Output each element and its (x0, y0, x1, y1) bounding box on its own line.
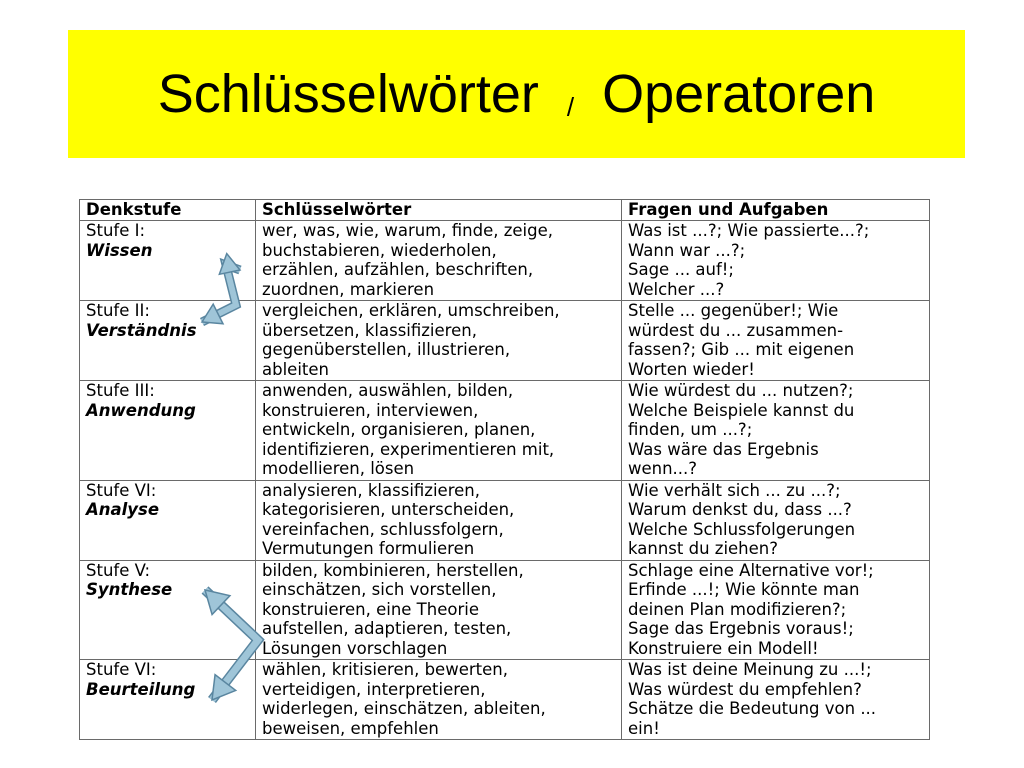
page-title (158, 63, 876, 125)
cell-questions-line: Sage das Ergebnis voraus!; (628, 619, 854, 638)
cell-keywords (256, 660, 622, 740)
table-header-row (80, 200, 930, 221)
cell-keywords-line: modellieren, lösen (262, 459, 415, 478)
cell-questions-line: Warum denkst du, dass ...? (628, 500, 852, 519)
level-name: Anwendung (86, 400, 196, 420)
level-name: Wissen (86, 240, 153, 260)
cell-questions-line: Wie verhält sich ... zu ...?; (628, 480, 841, 500)
cell-questions (622, 221, 930, 301)
cell-keywords-line: Lösungen vorschlagen (262, 638, 448, 658)
cell-keywords-line: widerlegen, einschätzen, ableiten, (262, 699, 546, 718)
title-separator: / (566, 92, 575, 122)
cell-questions-line: Erfinde ...!; Wie könnte man (628, 580, 860, 599)
cell-questions-line: Sage ... auf!; (628, 260, 734, 279)
cell-keywords-line: aufstellen, adaptieren, testen, (262, 619, 512, 638)
cell-keywords-line: zuordnen, markieren (262, 279, 435, 299)
title-keywords: Schlüsselwörter (157, 64, 539, 124)
cell-keywords (256, 381, 622, 481)
cell-questions-line: deinen Plan modifizieren?; (628, 599, 847, 619)
cell-keywords (256, 221, 622, 301)
cell-keywords-line: kategorisieren, unterscheiden, (262, 500, 515, 519)
level-label: Stufe VI: (86, 480, 157, 500)
title-operators: Operatoren (602, 64, 876, 124)
cell-keywords-line: analysieren, klassifizieren, (262, 480, 480, 500)
cell-questions (622, 660, 930, 740)
table-row (80, 301, 930, 381)
level-name: Verständnis (86, 320, 197, 340)
cell-questions-line: Was würdest du empfehlen? (628, 679, 862, 699)
cell-questions (622, 301, 930, 381)
cell-questions-line: Schätze die Bedeutung von ... (628, 699, 877, 718)
level-name: Synthese (86, 580, 173, 599)
cell-denkstufe (80, 301, 256, 381)
cell-questions-line: Welche Schlussfolgerungen (628, 519, 856, 539)
cell-questions-line: Konstruiere ein Modell! (628, 638, 819, 658)
title-banner (68, 30, 965, 158)
table-row (80, 221, 930, 301)
cell-keywords (256, 301, 622, 381)
cell-keywords-line: ableiten (262, 359, 329, 379)
cell-keywords-line: anwenden, auswählen, bilden, (262, 381, 514, 400)
cell-keywords-line: übersetzen, klassifizieren, (262, 320, 477, 340)
cell-keywords-line: vergleichen, erklären, umschreiben, (262, 301, 560, 320)
cell-questions-line: Welche Beispiele kannst du (628, 400, 855, 420)
table-row (80, 381, 930, 481)
cell-keywords-line: erzählen, aufzählen, beschriften, (262, 260, 534, 279)
header-fragen: Fragen und Aufgaben (622, 200, 930, 221)
cell-questions-line: Was ist deine Meinung zu ...!; (628, 660, 872, 679)
cell-questions-line: wenn...? (628, 459, 698, 478)
cell-keywords-line: wer, was, wie, warum, finde, zeige, (262, 221, 553, 240)
cell-questions-line: Stelle ... gegenüber!; Wie (628, 301, 839, 320)
cell-keywords-line: buchstabieren, wiederholen, (262, 240, 497, 260)
cell-keywords (256, 480, 622, 560)
cell-keywords-line: identifizieren, experimentieren mit, (262, 439, 555, 459)
cell-denkstufe (80, 660, 256, 740)
level-name: Analyse (86, 500, 160, 519)
level-label: Stufe I: (86, 221, 146, 240)
cell-questions-line: finden, um ...?; (628, 420, 753, 439)
table-row (80, 560, 930, 660)
cell-keywords-line: wählen, kritisieren, bewerten, (262, 660, 508, 679)
level-name: Beurteilung (86, 679, 196, 699)
cell-keywords-line: entwickeln, organisieren, planen, (262, 420, 536, 439)
cell-questions-line: Wie würdest du ... nutzen?; (628, 381, 854, 400)
cell-questions-line: Welcher ...? (628, 279, 725, 299)
cell-denkstufe (80, 221, 256, 301)
taxonomy-table (79, 199, 930, 740)
cell-keywords-line: konstruieren, interviewen, (262, 400, 479, 420)
header-schluesselwoerter: Schlüsselwörter (256, 200, 622, 221)
cell-questions-line: würdest du ... zusammen- (628, 320, 844, 340)
cell-keywords-line: konstruieren, eine Theorie (262, 599, 479, 619)
level-label: Stufe VI: (86, 660, 157, 679)
cell-questions-line: ein! (628, 718, 660, 738)
table-row (80, 660, 930, 740)
cell-keywords (256, 560, 622, 660)
cell-questions-line: kannst du ziehen? (628, 539, 778, 558)
cell-keywords-line: Vermutungen formulieren (262, 539, 475, 558)
level-label: Stufe V: (86, 560, 151, 580)
cell-questions-line: fassen?; Gib ... mit eigenen (628, 340, 855, 359)
cell-questions (622, 381, 930, 481)
cell-keywords-line: verteidigen, interpretieren, (262, 679, 486, 699)
cell-denkstufe (80, 560, 256, 660)
cell-questions (622, 480, 930, 560)
cell-keywords-line: einschätzen, sich vorstellen, (262, 580, 497, 599)
cell-denkstufe (80, 381, 256, 481)
cell-questions-line: Worten wieder! (628, 359, 755, 379)
cell-questions-line: Wann war ...?; (628, 240, 746, 260)
cell-denkstufe (80, 480, 256, 560)
cell-questions-line: Schlage eine Alternative vor!; (628, 560, 874, 580)
cell-keywords-line: gegenüberstellen, illustrieren, (262, 340, 511, 359)
cell-questions-line: Was ist ...?; Wie passierte...?; (628, 221, 870, 240)
cell-questions-line: Was wäre das Ergebnis (628, 439, 819, 459)
cell-keywords-line: vereinfachen, schlussfolgern, (262, 519, 504, 539)
level-label: Stufe II: (86, 301, 150, 320)
header-denkstufe: Denkstufe (80, 200, 256, 221)
table-row (80, 480, 930, 560)
level-label: Stufe III: (86, 381, 155, 400)
cell-questions (622, 560, 930, 660)
cell-keywords-line: bilden, kombinieren, herstellen, (262, 560, 524, 580)
cell-keywords-line: beweisen, empfehlen (262, 718, 439, 738)
